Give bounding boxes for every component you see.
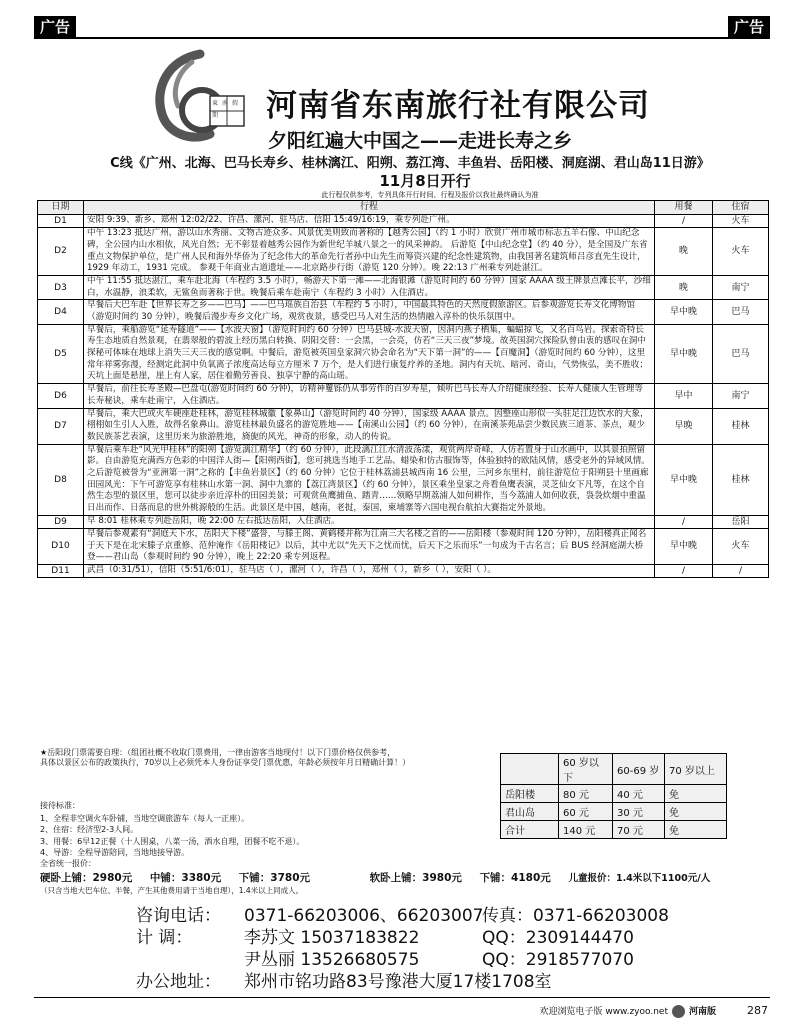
day-cell: D4 [38,300,84,324]
ad-tag-left: 广告 [34,16,76,38]
price-head-cell [501,754,559,785]
itinerary-cell: 早餐后，乘大巴或火车硬座赴桂林，游览桂林城徽【象鼻山】（游览时间约 40 分钟），国家级 AAAA 景点。因整座山形似一头驻足江边饮水的大象，栩栩如生引人入胜，故得名象鼻山。游览桂林最负盛名的游览胜地——【南溪山公园】（约 60 分钟），在南溪茶苑品尝少数民族三道茶、茶点，观少数民族茶艺表演，这里历来为旅游胜地，旖旎的风光，神奇的形象，动人的传说。 [84,408,655,444]
contact-address-row [136,972,552,992]
rep-contact-1: 李苏文 15037183822 [244,928,420,948]
price-cell: 80 元 [559,785,613,803]
day-cell: D11 [38,565,84,578]
footer-text: 欢迎浏览电子版 www.zyoo.net [539,1007,668,1017]
standard-item: 2、住宿：经济型2-3人间。 [40,825,139,835]
table-row [38,228,769,276]
phone-label: 咨询电话： [136,906,221,926]
qq-number: 2918577070 [525,950,634,970]
fare-item: 硬卧上铺：2980元 [40,872,133,884]
ad-tag-right: 广告 [728,16,770,38]
col-meal: 用餐 [655,201,713,215]
qq-label: QQ： [482,950,526,970]
ticket-notice-line1: ★岳阳段门票需要自理：（组团社概不收取门票费用，一律由游客当地现付！以下门票价格仅供参考， [40,748,396,757]
footer [539,1004,740,1018]
route-title: C线《广州、北海、巴马长寿乡、桂林漓江、阳朔、荔江湾、丰鱼岩、岳阳楼、洞庭湖、君山岛11日游》 [110,156,710,171]
standard-item: 3、用餐：6早12正餐（十人围桌，八菜一汤，酒水自理，团餐不吃不退）。 [40,836,305,846]
meal-cell: 晚 [655,228,713,276]
qq-group-1 [482,928,634,948]
price-cell: 30 元 [613,803,665,821]
price-row [501,803,727,821]
ticket-notice-line2: 具体以景区公布的政策执行，70岁以上必须凭本人身份证享受门票优惠，年龄必须按年月日精确计算！） [40,758,411,768]
stay-cell: 岳阳 [713,515,769,528]
stay-cell: 南宁 [713,384,769,408]
table-row [38,515,769,528]
fax-group [482,906,669,926]
itinerary-cell: 中午 11:55 抵达湛江，乘车赴北海（车程约 3.5 小时），畅游天下第一滩——北海银滩（游览时间约 60 分钟）国家 AAAA 级王牌景点滩长平，沙细白，水温静，浪柔软，无鲨鱼而著称于世。晚餐后乘车赴南宁（车程约 3 小时）入住酒店。 [84,275,655,299]
table-row [38,384,769,408]
col-stay: 住宿 [713,201,769,215]
fax-number: 0371-66203008 [533,906,669,926]
page-number: 287 [747,1004,768,1017]
table-header [38,201,769,215]
price-cell: 140 元 [559,821,613,839]
day-cell: D5 [38,324,84,383]
day-cell: D1 [38,215,84,228]
table-row [38,444,769,515]
day-cell: D8 [38,444,84,515]
day-cell: D6 [38,384,84,408]
ticket-notice [40,748,495,769]
price-head-cell: 60-69 岁 [613,754,665,785]
day-cell: D7 [38,408,84,444]
price-cell: 40 元 [613,785,665,803]
itinerary-cell: 早餐后乘车赴“风光甲桂林”的阳朔【游览漓江精华】（约 60 分钟），此段漓江江水清波荡漾，观赏两岸奇峰，人仿若置身于山水画中，以其景拍照留影。自由游览充满西方色彩的中国洋人街—【阳朔西街】，您可挑选当地手工艺品、蜡染和仿古服饰等，体验独特的欧陆风情，感受老外的异域风情。之后游览被誉为“亚洲第一洞”之称的【丰鱼岩景区】（约 60 分钟）它位于桂林荔浦县城西南 16 公里，三河乡东里村，前往游览位于阳朔县十里画廊田园风光：下午可游览享有桂林山水第一洞、洞中九寨的【荔江湾景区】（约 60 分钟），景区乘坐皇家之舟看鱼鹰表演，灵芝仙女下凡等，在这个自然生态型的景区里，您可以徒步亲近淳朴的田园美景；可观赏鱼鹰捕鱼、踏青……领略早期荔浦人如何耕作，当今荔浦人如何收获，袅袅炊烟中重温日出而作、日落而息的世外桃源般的生活。此景区是中国，越南，老挝，泰国，柬埔寨等六国电视台航拍大赛指定外景地。 [84,444,655,515]
tour-title: 夕阳红遍大中国之——走进长寿之乡 [267,130,572,152]
meal-cell: / [655,515,713,528]
qq-group-2 [482,950,634,970]
fare-item: 软卧上铺：3980元 [369,872,462,884]
meal-cell: / [655,565,713,578]
meal-cell: 早中晚 [655,324,713,383]
rep-label: 计 调： [136,928,193,948]
rep-contact-2: 尹丛丽 13526680575 [244,950,420,970]
standard-item: 4、导游：全程导游陪同，当地地接导游。 [40,847,190,857]
price-row [501,821,727,839]
meal-cell: 早中晚 [655,444,713,515]
day-cell: D9 [38,515,84,528]
itinerary-cell: 早餐后参观素有“洞庭天下水，岳阳天下楼”盛誉，与滕王阁、黄鹤楼并称为江南三大名楼之首的——岳阳楼（参观时间 120 分钟），岳阳楼真正闻名于天下是在北宋滕子京重修、范仲淹作《岳阳楼记》以后，其中尤以“先天下之忧而忧，后天下之乐而乐”一句成为千古名言；后 BUS 经洞庭湖大桥登——君山岛（参观时间约 90 分钟），晚上 22:20 乘专列返程。 [84,528,655,564]
address-text: 郑州市铭功路83号豫港大厦17楼1708室 [244,972,552,992]
itinerary-table [37,200,769,578]
top-rule [34,37,770,39]
price-cell: 免 [665,803,727,821]
fax-label: 传真： [482,906,533,926]
meal-cell: 早中晚 [655,528,713,564]
ticket-price-table [500,753,727,839]
contact-phone-row [136,906,669,926]
fare-item: 中铺：3380元 [149,872,222,884]
logo-text: 東南假期 [212,100,243,119]
itinerary-cell: 中午 13:23 抵达广州，游以山水秀丽、文物古迹众多、风景优美则致而著称的【越秀公园】（约 1 小时）欣赏广州市城市标志五羊石像、中山纪念碑，全公园内山水相依，风光自然；无不彰显着越秀公园作为新世纪羊城八景之一的风采神韵。 后游览【中山纪念堂】（约 40 分），是全国及广东省重点文物保护单位，是广州人民和海外华侨为了纪念伟大的革命先行者孙中山先生而筹资兴建的纪念性建筑物，由我国著名建筑师吕彦直先生设计，1929 年动工，1931 完成。 参观千年商业古道遗址——北京路步行街（游览 120 分钟）。晚 22:13 广州乘专列赴湛江。 [84,228,655,276]
price-label: 全省统一报价： [40,859,96,868]
meal-cell: 早晚 [655,408,713,444]
price-head-cell: 70 岁以上 [665,754,727,785]
child-fare: 儿童报价：1.4米以下1100元/人 [568,873,711,884]
day-cell: D2 [38,228,84,276]
table-row [38,408,769,444]
col-itinerary: 行程 [84,201,655,215]
table-row [38,324,769,383]
price-cell: 70 元 [613,821,665,839]
standards-heading: 接待标准： [40,801,80,810]
table-row [38,528,769,564]
itinerary-cell: 早餐后大巴车赴【世界长寿之乡——巴马】——巴马瑶族自治县（车程约 5 小时），中国最具特色的天然度假旅游区。后参观游览长寿文化博物馆（游览时间约 30 分钟），晚餐后漫步寿乡文化广场，观赏夜景，感受巴马人对生活的热情融入淳朴的快乐氛围中。 [84,300,655,324]
price-cell: 君山岛 [501,803,559,821]
fare-note: （只含当地大巴车位、半餐，产生其他费用请于当地自理），1.4米以上同成人。 [40,886,304,895]
site-logo-icon [672,1005,685,1018]
price-cell: 60 元 [559,803,613,821]
contact-rep-row [136,928,634,948]
fare-item: 下铺：3780元 [238,872,311,884]
itinerary-cell: 早餐后，前往长寿圣殿—巴盘屯(游览时间约 60 分钟)，访精神矍铄仍从事劳作的百岁寿星，倾听巴马长寿人介绍健康经验、长寿人健康人生管理等长寿秘诀，乘车赴南宁，入住酒店。 [84,384,655,408]
meal-cell: 早中晚 [655,300,713,324]
address-label: 办公地址： [136,972,221,992]
price-header-row [501,754,727,785]
stay-cell: 南宁 [713,275,769,299]
itinerary-cell: 武昌（0:31/51），信阳（5:51/6:01），驻马店（ ），漯河（ ），许昌（ ），郑州（ ），新乡（ ），安阳（ ）。 [84,565,655,578]
company-name: 河南省东南旅行社有限公司 [266,88,650,124]
price-cell: 免 [665,821,727,839]
service-standards [40,800,480,858]
stay-cell: 巴马 [713,300,769,324]
table-row [38,565,769,578]
standard-item: 1、全程非空调火车卧铺，当地空调旅游车（每人一正座）。 [40,814,250,824]
qq-label: QQ： [482,928,526,948]
contact-rep2-row [136,950,634,970]
qq-number: 2309144470 [525,928,634,948]
stay-cell: 火车 [713,528,769,564]
table-row [38,275,769,299]
stay-cell: / [713,565,769,578]
price-head-cell: 60 岁以下 [559,754,613,785]
bottom-rule [34,997,770,998]
meal-cell: / [655,215,713,228]
table-row [38,300,769,324]
stay-cell: 桂林 [713,444,769,515]
disclaimer: 此行程仅供参考，专列具体开行时间、行程及报价以我社最终确认为准 [321,191,539,199]
stay-cell: 巴马 [713,324,769,383]
itinerary-cell: 安阳 9:39、新乡、郑州 12:02/22、许昌、漯河、驻马店、信阳 15:49/16:19，乘专列赴广州。 [84,215,655,228]
col-date: 日期 [38,201,84,215]
phone-number: 0371-66203006、66203007 [244,906,484,926]
depart-date: 11月8日开行 [379,172,471,190]
day-cell: D10 [38,528,84,564]
day-cell: D3 [38,275,84,299]
stay-cell: 火车 [713,215,769,228]
fare-line [40,870,780,885]
fare-item: 下铺：4180元 [479,872,551,884]
table-row [38,215,769,228]
price-cell: 岳阳楼 [501,785,559,803]
meal-cell: 晚 [655,275,713,299]
stay-cell: 火车 [713,228,769,276]
stay-cell: 桂林 [713,408,769,444]
meal-cell: 早中 [655,384,713,408]
price-row [501,785,727,803]
itinerary-cell: 早 8:01 桂林乘专列赴岳阳，晚 22:00 左右抵达岳阳，入住酒店。 [84,515,655,528]
price-cell: 合计 [501,821,559,839]
itinerary-cell: 早餐后，乘船游览“延寿隧道”——【水波天窗】（游览时间约 60 分钟）巴马县城-水波天窗，因洞内燕子栖集，蝙蝠掠飞，又名百鸟岩。探索奇特长寿生态地质自然景观，在翡翠般的碧波上经历黑白转换、阴阳交替：一会黑，一会亮，仿若“三天三夜”梦境。故英国洞穴探险队曾由衷的感叹在洞中探秘可体味在地球上消失三天三夜的感觉啊。中餐后，游览被英国皇家洞穴协会命名为“天下第一洞”的——【百魔洞】（游览时间约 60 分钟），这里常年祥雾弥漫，经测定此洞中负氧离子浓度高达每立方厘米 7 万个，是人们进行康复疗养的圣地。洞内有天坑、暗河、奇山，气势恢弘，美不胜收；天坑上面是悬崖，崖上有人家，居住着勤劳善良、独享宁静的高山瑶。 [84,324,655,383]
price-cell: 免 [665,785,727,803]
edition-label: 河南版 [688,1007,716,1017]
